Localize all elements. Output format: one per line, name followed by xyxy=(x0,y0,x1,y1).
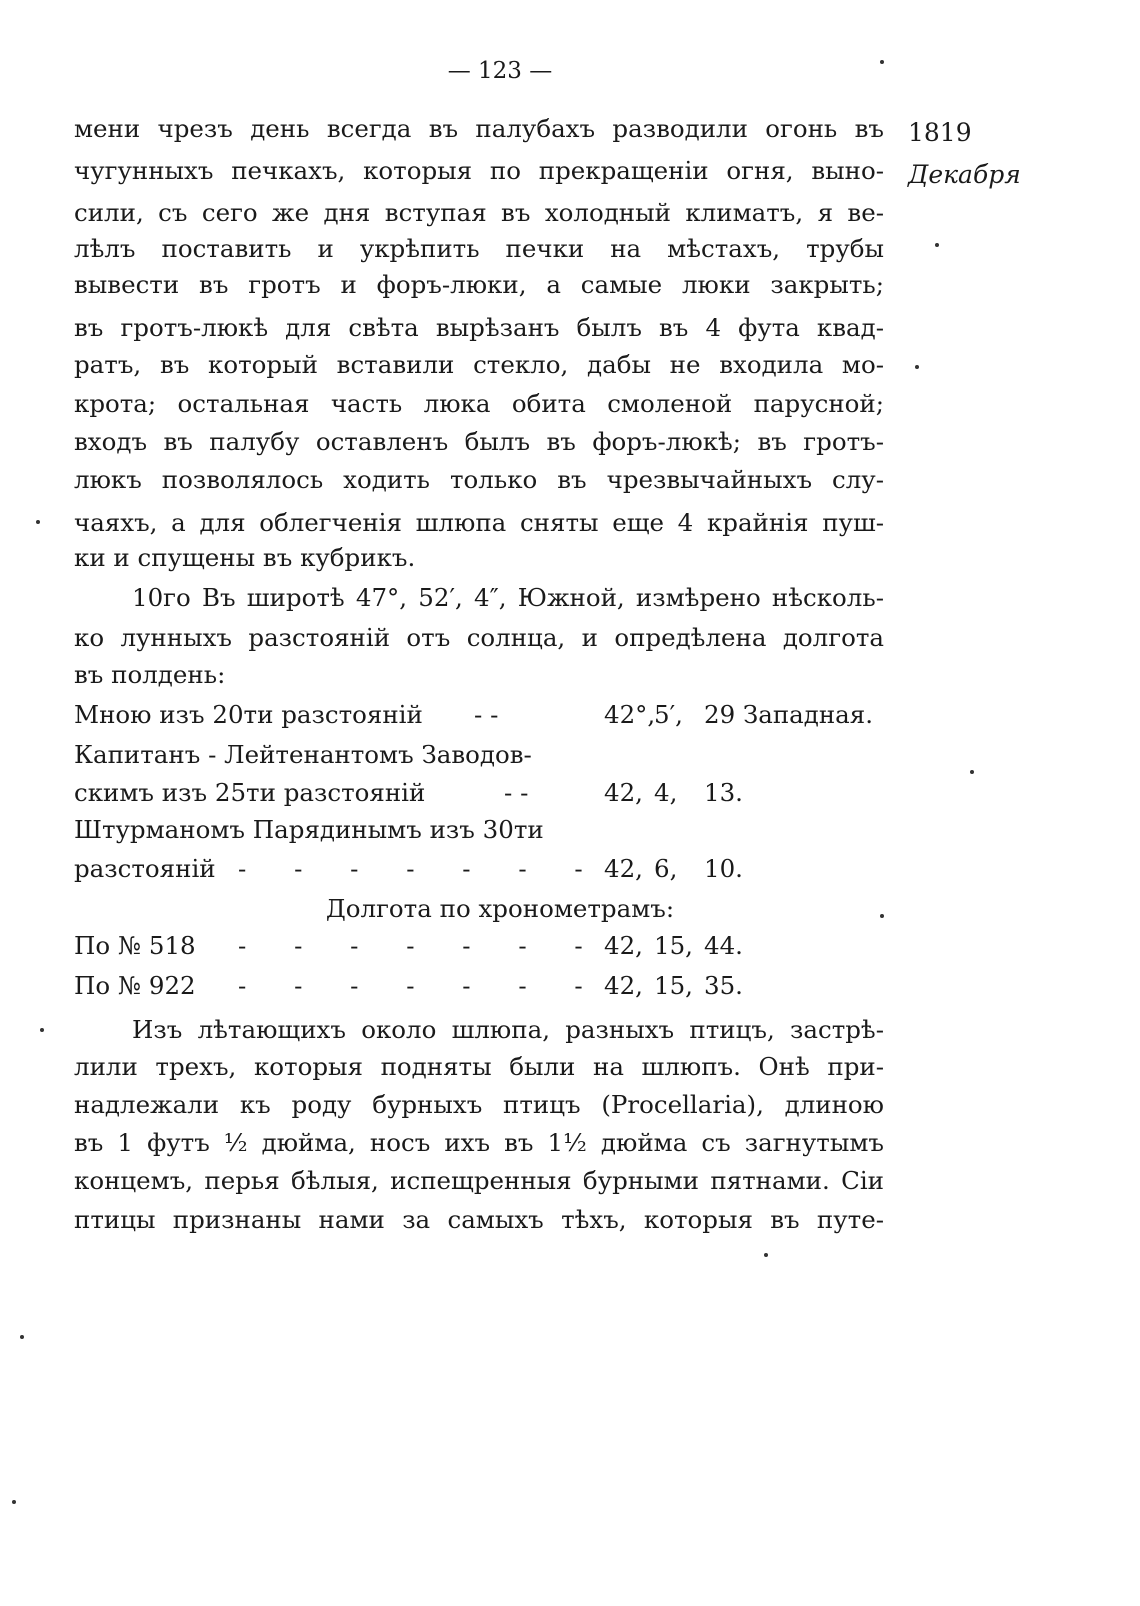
text-line: 10го Въ широтѣ 47°, 52′, 4″, Южной, измѣрено нѣсколь- xyxy=(132,583,884,612)
seconds: 13. xyxy=(704,778,743,807)
seconds: 35. xyxy=(704,971,743,1000)
scan-speck xyxy=(915,365,919,369)
seconds: 44. xyxy=(704,931,743,960)
leader-dashes: - - xyxy=(474,700,499,729)
observer: Мною изъ 20ти разстояній xyxy=(74,700,423,729)
text-line: въ полдень: xyxy=(74,660,226,689)
text-line: чугунныхъ печкахъ, которыя по прекращеніи огня, выно- xyxy=(74,156,884,185)
leader-dashes: - - xyxy=(504,778,529,807)
seconds: 29 Западная. xyxy=(704,700,874,729)
observer: Штурманомъ Парядинымъ изъ 30ти xyxy=(74,815,544,844)
chronometer: По № 518 xyxy=(74,931,196,960)
leader-dashes: - - - - - - - xyxy=(238,971,583,1000)
observer: разстояній xyxy=(74,854,216,883)
degrees: 42, xyxy=(604,971,643,1000)
seconds: 10. xyxy=(704,854,743,883)
text-line: люкъ позволялось ходить только въ чрезвычайныхъ слу- xyxy=(74,465,884,494)
chronometer-heading: Долгота по хронометрамъ: xyxy=(325,894,675,923)
text-line: мени чрезъ день всегда въ палубахъ разводили огонь въ xyxy=(74,114,884,143)
text-line: ратъ, въ который вставили стекло, дабы не входила мо- xyxy=(74,350,884,379)
minutes: 5′, xyxy=(654,700,683,729)
degrees: 42, xyxy=(604,854,643,883)
leader-dashes: - - - - - - - xyxy=(238,931,583,960)
scan-speck xyxy=(935,243,939,247)
scan-speck xyxy=(20,1335,24,1339)
degrees: 42, xyxy=(604,778,643,807)
text-line: ки и спущены въ кубрикъ. xyxy=(74,543,416,572)
scan-speck xyxy=(36,520,40,524)
text-line: концемъ, перья бѣлыя, испещренныя бурными пятнами. Сіи xyxy=(74,1166,884,1195)
text-line: ко лунныхъ разстояній отъ солнца, и опредѣлена долгота xyxy=(74,623,884,652)
degrees: 42, xyxy=(604,931,643,960)
scan-speck xyxy=(880,60,884,64)
page-number: — 123 — xyxy=(447,58,553,84)
scan-speck xyxy=(12,1500,16,1504)
chronometer: По № 922 xyxy=(74,971,196,1000)
leader-dashes: - - - - - - - xyxy=(238,854,583,883)
text-line: въ 1 футъ ½ дюйма, носъ ихъ въ 1½ дюйма съ загнутымъ xyxy=(74,1128,884,1157)
minutes: 6, xyxy=(654,854,678,883)
observer: скимъ изъ 25ти разстояній xyxy=(74,778,426,807)
minutes: 15, xyxy=(654,971,693,1000)
observer: Капитанъ - Лейтенантомъ Заводов- xyxy=(74,740,532,769)
text-line: лѣлъ поставить и укрѣпить печки на мѣстахъ, трубы xyxy=(74,234,884,263)
text-line: птицы признаны нами за самыхъ тѣхъ, которыя въ путе- xyxy=(74,1205,884,1234)
margin-year: 1819 xyxy=(908,118,972,147)
degrees: 42°, xyxy=(604,700,656,729)
text-line: Изъ лѣтающихъ около шлюпа, разныхъ птицъ, застрѣ- xyxy=(132,1015,884,1044)
text-line: лили трехъ, которыя подняты были на шлюпъ. Онѣ при- xyxy=(74,1052,884,1081)
text-line: входъ въ палубу оставленъ былъ въ форъ-люкѣ; въ гротъ- xyxy=(74,427,884,456)
text-line: сили, съ сего же дня вступая въ холодный климатъ, я ве- xyxy=(74,198,884,227)
text-line: въ гротъ-люкѣ для свѣта вырѣзанъ былъ въ 4 фута квад- xyxy=(74,313,884,342)
scan-speck xyxy=(764,1253,768,1257)
scan-speck xyxy=(970,770,974,774)
text-line: чаяхъ, а для облегченія шлюпа сняты еще 4 крайнія пуш- xyxy=(74,508,884,537)
text-line: вывести въ гротъ и форъ-люки, а самые люки закрыть; xyxy=(74,270,884,299)
text-line: крота; остальная часть люка обита смоленой парусной; xyxy=(74,389,884,418)
margin-month: Декабря xyxy=(908,160,1021,189)
text-line: надлежали къ роду бурныхъ птицъ (Procellaria), длиною xyxy=(74,1090,884,1119)
scan-speck xyxy=(880,914,884,918)
minutes: 15, xyxy=(654,931,693,960)
scan-speck xyxy=(40,1028,44,1032)
minutes: 4, xyxy=(654,778,678,807)
